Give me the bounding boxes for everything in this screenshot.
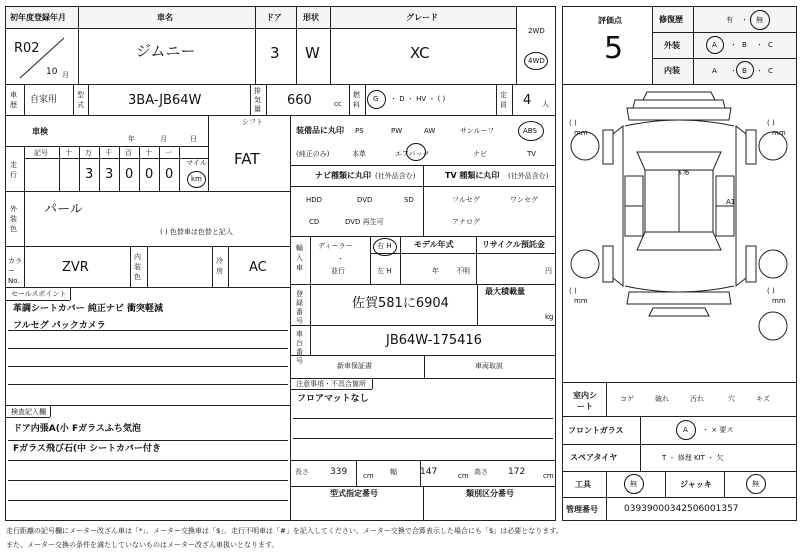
mgmt-no-value: 03939000342506001357 xyxy=(624,504,739,514)
mm-unit-1: mm xyxy=(574,129,588,137)
car-damage-diagram[interactable] xyxy=(563,86,796,381)
height-unit: cm xyxy=(543,472,554,480)
interior-a: A xyxy=(712,67,717,75)
mm-mark-2: ( ) xyxy=(767,119,775,127)
equipment-label: 装備品に丸印 xyxy=(296,126,344,135)
drive-4wd: 4WD xyxy=(528,57,545,65)
interior-c: C xyxy=(768,67,773,75)
ac-label: 冷房 xyxy=(216,257,223,275)
odo-digit-4: 0 xyxy=(125,167,134,182)
fuel-label: 燃料 xyxy=(353,91,360,109)
import-label: 輸入車 xyxy=(296,244,303,272)
ac-value: AC xyxy=(249,260,267,275)
odo-header-1: 十 xyxy=(65,149,72,157)
door-count: 3 xyxy=(270,44,280,62)
import-parallel: 並行 xyxy=(331,267,345,275)
max-load-label: 最大積載量 xyxy=(485,287,525,296)
capacity-label: 定員 xyxy=(500,91,507,109)
width-label: 幅 xyxy=(390,468,397,476)
navi-sub: (社外品含む) xyxy=(375,172,416,180)
interior-b: B xyxy=(742,67,747,75)
repair-sep: ・ xyxy=(741,16,748,24)
color-value: パール xyxy=(44,202,83,217)
model-value: 3BA-JB64W xyxy=(128,93,202,108)
model-year-unknown: 不明 xyxy=(456,267,470,275)
exterior-sep-1: ・ xyxy=(730,41,737,49)
seat-burn: コゲ xyxy=(620,395,634,403)
mm-mark-4: ( ) xyxy=(767,287,775,295)
door-label: ドア xyxy=(266,13,282,22)
mgmt-no-label: 管理番号 xyxy=(566,505,598,514)
spare-tire-label: スペアタイヤ xyxy=(570,453,618,462)
km-label: km xyxy=(191,175,202,183)
repair-no: 無 xyxy=(756,16,763,24)
odo-header-2: 万 xyxy=(85,149,92,157)
displacement-label: 排気量 xyxy=(254,87,261,113)
model-year-unit: 年 xyxy=(432,267,439,275)
equip-tv: TV xyxy=(527,150,537,158)
color-label: 外装色 xyxy=(10,205,17,233)
odo-digit-6: 0 xyxy=(165,167,174,182)
odo-header-3: 千 xyxy=(105,149,112,157)
width-value: 147 xyxy=(420,467,438,477)
mm-unit-3: mm xyxy=(574,297,588,305)
footer-note-1: 走行距離の記号欄にメーター改ざん車は「*」、メーター交換車は「$」、走行不明車は「#」を記入してください。メーター交換で合算表示した場合にも「$」は必要となります。 xyxy=(6,527,563,535)
inspection-notes-line-1: ドア内張A(小 Fガラスふち気泡 xyxy=(13,424,141,434)
exterior-a: A xyxy=(712,41,717,49)
equip-leather: 本革 xyxy=(352,150,366,158)
mm-mark-3: ( ) xyxy=(569,287,577,295)
length-unit: cm xyxy=(363,472,374,480)
footer-note-2: また、メーター交換の条件を満たしていないものはメーター改ざん車扱いとなります。 xyxy=(6,541,279,549)
tv-title: TV 種類に丸印 xyxy=(445,171,500,180)
exterior-sep-2: ・ xyxy=(756,41,763,49)
shaken-label: 車検 xyxy=(32,127,48,136)
recycle-yen: 円 xyxy=(545,267,552,275)
exterior-b: B xyxy=(742,41,747,49)
shift-label: シフト xyxy=(242,118,263,126)
roof-damage-mark: ﾙﾌ6 xyxy=(678,169,690,177)
tools-label: 工具 xyxy=(575,480,591,489)
inspection-notes-line-2: Fガラス飛び石(中 シートカバー付き xyxy=(13,444,161,454)
height-label: 高さ xyxy=(474,468,488,476)
sales-label: セールスポイント xyxy=(11,290,67,298)
displacement-unit: cc xyxy=(334,100,342,108)
jack-label: ジャッキ xyxy=(680,480,712,489)
shaken-year-unit: 年 xyxy=(128,135,135,143)
length-value: 339 xyxy=(330,467,348,477)
interior-sep-2: ・ xyxy=(756,67,763,75)
reg-no-value: 佐賀581に6904 xyxy=(352,296,449,311)
type-no-label: 型式指定番号 xyxy=(330,489,378,498)
interior-label: 内装 xyxy=(664,66,680,75)
score-label: 評価点 xyxy=(598,16,622,25)
repair-yes: 有 xyxy=(726,16,733,24)
tv-fullseg: フルセグ xyxy=(452,196,480,204)
first-reg-month: 10 xyxy=(46,67,58,77)
equip-navi: ナビ xyxy=(473,150,487,158)
equip-sunroof: サンルーフ xyxy=(460,127,495,135)
grade-label: グレード xyxy=(406,13,438,22)
recycle-label: リサイクル預託金 xyxy=(482,240,545,249)
inspection-notes-label: 検査記入欄 xyxy=(11,408,46,416)
sales-line-2: フルセグ パックカメラ xyxy=(13,321,106,331)
manual-label: 車両取説 xyxy=(475,362,503,370)
navi-hdd: HDD xyxy=(306,196,323,204)
history-label: 車歴 xyxy=(10,91,17,109)
chassis-label: 車台番号 xyxy=(296,330,303,365)
windshield-label: フロントガラス xyxy=(568,426,624,435)
navi-cd: CD xyxy=(309,218,320,226)
height-value: 172 xyxy=(508,467,526,477)
length-label: 長さ xyxy=(295,468,309,476)
color-no-label: カラーNo. xyxy=(8,257,22,285)
body-shape: W xyxy=(305,44,320,62)
exterior-c: C xyxy=(768,41,773,49)
left-hand: 左 H xyxy=(377,267,392,275)
mile-label: マイル xyxy=(186,159,207,167)
odo-header-sign: 記号 xyxy=(34,149,48,157)
tools-value: 無 xyxy=(630,480,637,488)
seat-label: 室内シート xyxy=(573,391,597,411)
navi-dvd: DVD xyxy=(357,196,373,204)
score-value: 5 xyxy=(604,31,624,66)
odo-header-6: 一 xyxy=(165,149,172,157)
car-name: ジムニー xyxy=(136,42,196,60)
navi-sd: SD xyxy=(404,196,414,204)
color-note: ( ) 色替車は色替と記入 xyxy=(160,228,233,236)
max-load-unit: kg xyxy=(545,313,554,321)
reg-no-label: 登録番号 xyxy=(296,290,303,325)
import-dot: ・ xyxy=(337,255,344,263)
fuel-options: ・ D ・ HV ・ ( ) xyxy=(390,95,446,103)
equip-pw: PW xyxy=(391,127,403,135)
drive-2wd: 2WD xyxy=(528,27,545,35)
jack-value: 無 xyxy=(752,480,759,488)
repair-history-label: 修復歴 xyxy=(659,15,683,24)
odo-digit-5: 0 xyxy=(145,167,154,182)
equip-ps: PS xyxy=(355,127,364,135)
right-hand: 右 H xyxy=(377,242,392,250)
car-name-label: 車名 xyxy=(157,13,173,22)
equip-aw: AW xyxy=(424,127,436,135)
navi-title: ナビ種類に丸印 xyxy=(315,171,371,180)
equip-abs: ABS xyxy=(523,127,537,135)
history-value: 自家用 xyxy=(30,95,58,105)
capacity-value: 4 xyxy=(523,93,532,108)
side-damage-mark: A1 xyxy=(726,198,736,206)
model-year-label: モデル年式 xyxy=(414,240,454,249)
odo-digit-2: 3 xyxy=(85,167,94,182)
interior-sep-1: ・ xyxy=(730,67,737,75)
seat-hole: 穴 xyxy=(728,395,735,403)
width-unit: cm xyxy=(458,472,469,480)
color-no-value: ZVR xyxy=(62,260,89,275)
model-label: 型式 xyxy=(77,91,84,109)
notes-value: フロアマットなし xyxy=(297,394,369,404)
odo-header-5: 十 xyxy=(145,149,152,157)
exterior-label: 外装 xyxy=(664,41,680,50)
shaken-month-unit: 月 xyxy=(160,135,167,143)
navi-dvd-play: DVD 再生可 xyxy=(345,218,384,226)
grade-value: XC xyxy=(410,44,430,62)
tv-sub: (社外品含む) xyxy=(508,172,549,180)
shaken-day-unit: 日 xyxy=(190,135,197,143)
mm-unit-2: mm xyxy=(772,129,786,137)
displacement-value: 660 xyxy=(287,93,312,108)
capacity-unit: 人 xyxy=(542,100,549,108)
mm-mark-1: ( ) xyxy=(569,119,577,127)
month-unit: 月 xyxy=(62,71,69,79)
equip-airbag: エアバック xyxy=(395,150,430,158)
fuel-gasoline: G xyxy=(373,95,379,103)
seat-stain: 汚れ xyxy=(690,395,704,403)
tv-oneseg: ワンセグ xyxy=(510,196,538,204)
tv-analog: アナログ xyxy=(452,218,480,226)
first-reg-label: 初年度登録年月 xyxy=(10,13,66,22)
odo-digit-3: 3 xyxy=(105,167,114,182)
spare-tire-options: T ・ 修理 KIT ・ 欠 xyxy=(662,454,724,462)
shift-value: FAT xyxy=(234,150,260,168)
shape-label: 形状 xyxy=(303,13,319,22)
interior-color-label: 内装色 xyxy=(134,253,141,281)
sales-line-1: 革調シートカバー 純正ナビ 衝突軽減 xyxy=(13,304,163,314)
windshield-options: ・ × 要ス xyxy=(702,426,734,434)
first-reg-era: R02 xyxy=(14,41,40,56)
windshield-a: A xyxy=(683,426,688,434)
warranty-label: 新車保証書 xyxy=(337,362,372,370)
class-no-label: 類別区分番号 xyxy=(466,489,514,498)
chassis-value: JB64W-175416 xyxy=(386,333,482,348)
equipment-sub-label: (純正のみ) xyxy=(296,150,330,158)
odo-header-4: 百 xyxy=(125,149,132,157)
seat-scratch: キズ xyxy=(756,395,770,403)
mileage-label: 走行 xyxy=(10,161,17,179)
import-dealer: ディーラー xyxy=(318,242,353,250)
notes-label: 注意事項・不具合箇所 xyxy=(296,380,366,388)
mm-unit-4: mm xyxy=(772,297,786,305)
seat-tear: 破れ xyxy=(655,395,669,403)
